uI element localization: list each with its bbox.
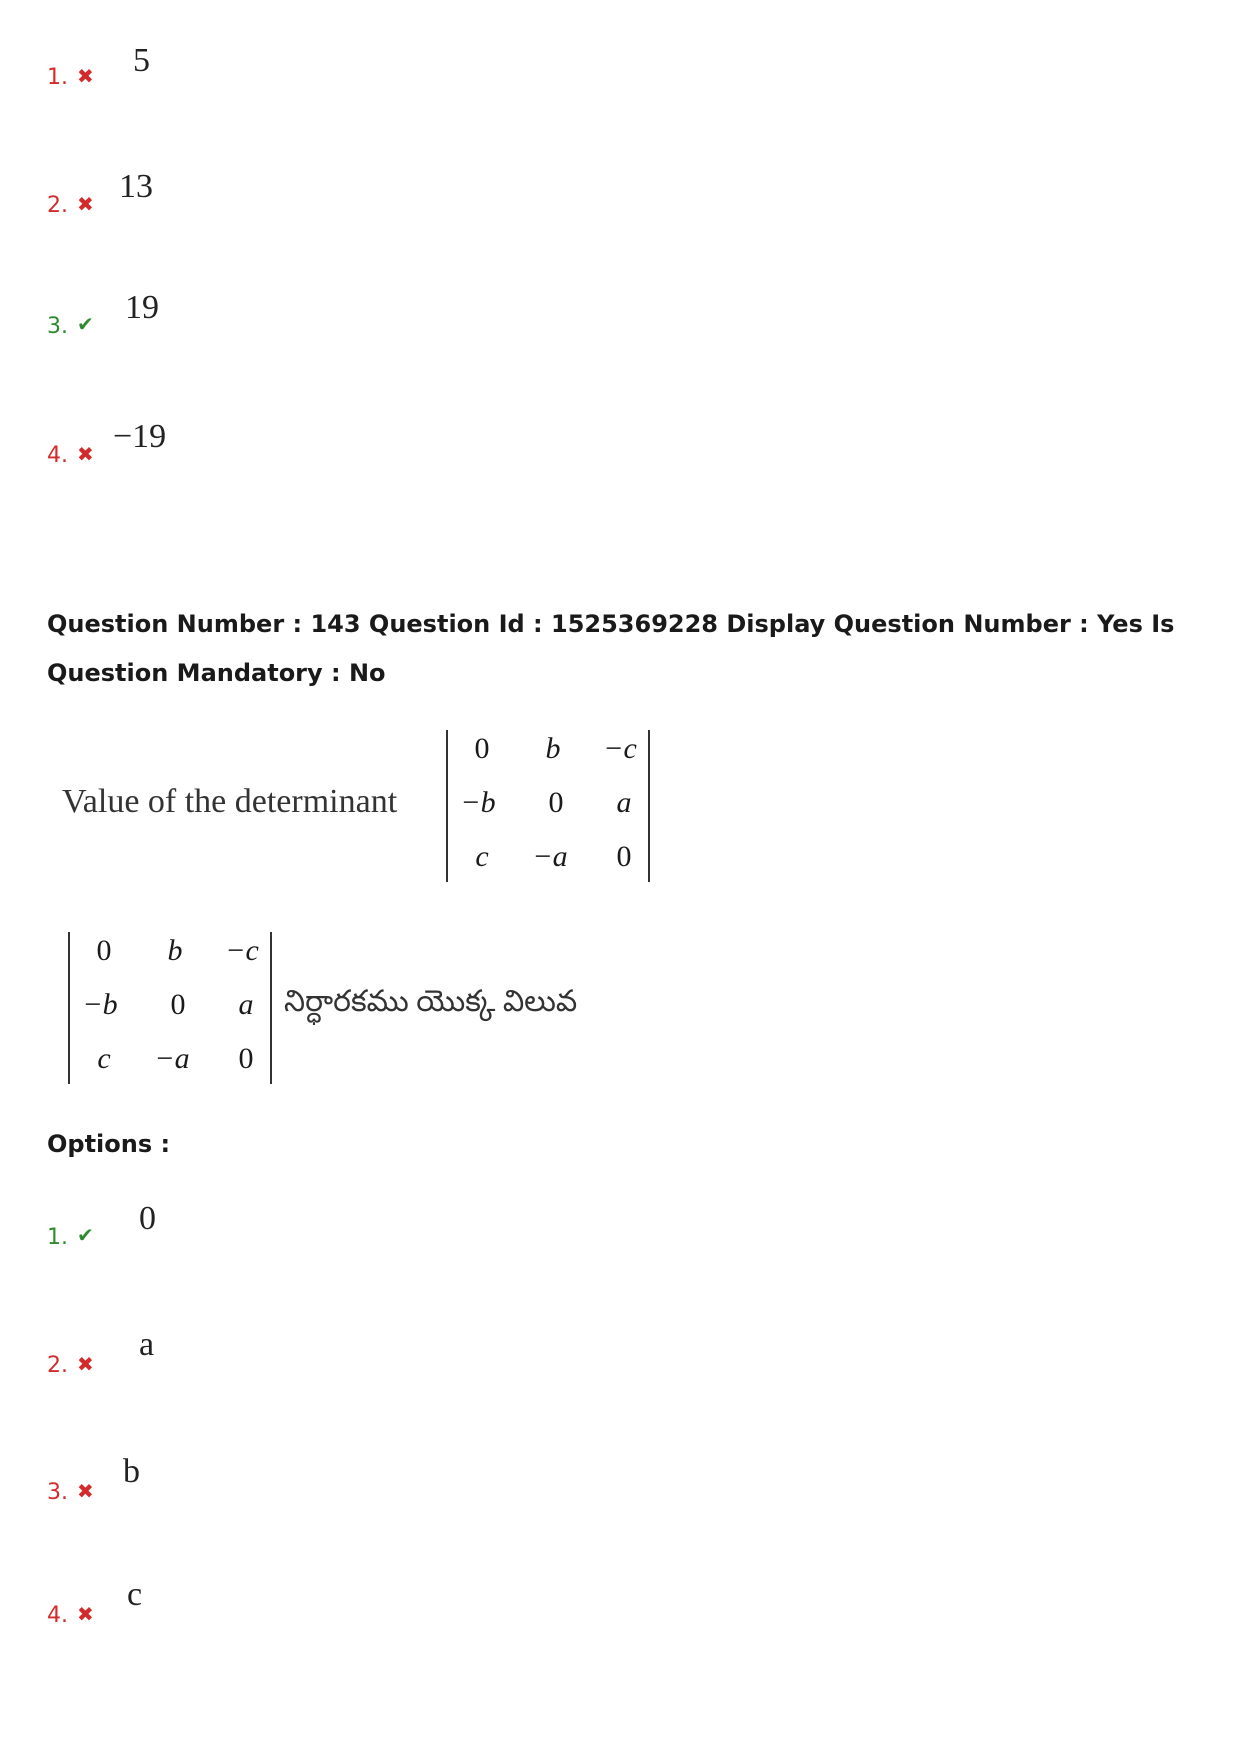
det-cell: 0	[170, 988, 186, 1021]
det-cell: 0	[96, 934, 112, 967]
det-cell: −c	[603, 732, 637, 765]
cross-icon: ✖	[77, 64, 94, 88]
det-cell: c	[97, 1042, 111, 1075]
question-english-text: Value of the determinant	[62, 783, 398, 820]
check-icon: ✔	[77, 1223, 94, 1247]
option-value: 0	[139, 1200, 156, 1237]
options-label: Options :	[47, 1130, 171, 1158]
cross-icon: ✖	[77, 1352, 94, 1376]
det-cell: a	[616, 786, 632, 819]
option-value: −19	[113, 418, 167, 455]
det-cell: c	[475, 840, 489, 873]
option-number: 4.	[47, 443, 68, 468]
option-value: c	[127, 1576, 143, 1613]
cross-icon: ✖	[77, 1602, 94, 1626]
determinant-english	[446, 730, 650, 882]
det-cell: a	[238, 988, 254, 1021]
det-cell: 0	[474, 732, 490, 765]
option-value: b	[123, 1453, 140, 1490]
option-value: 5	[133, 42, 150, 79]
det-cell: 0	[616, 840, 632, 873]
cross-icon: ✖	[77, 192, 94, 216]
option-value: 13	[119, 168, 153, 205]
det-cell: b	[545, 732, 561, 765]
option-value: 19	[125, 289, 159, 326]
det-cell: 0	[548, 786, 564, 819]
option-number: 3.	[47, 314, 68, 339]
option-number: 4.	[47, 1603, 68, 1628]
det-cell: −b	[460, 786, 496, 819]
det-cell: −a	[532, 840, 568, 873]
option-number: 3.	[47, 1480, 68, 1505]
cross-icon: ✖	[77, 442, 94, 466]
check-icon: ✔	[77, 312, 94, 336]
option-number: 2.	[47, 193, 68, 218]
question-telugu-text: నిర్ధారకము యొక్క విలువ	[284, 985, 578, 1018]
det-cell: 0	[238, 1042, 254, 1075]
det-cell: −b	[82, 988, 118, 1021]
determinant-telugu	[68, 932, 272, 1084]
option-value: a	[139, 1326, 155, 1363]
det-cell: −c	[225, 934, 259, 967]
option-number: 1.	[47, 1225, 68, 1250]
det-cell: b	[167, 934, 183, 967]
option-number: 1.	[47, 65, 68, 90]
option-number: 2.	[47, 1353, 68, 1378]
cross-icon: ✖	[77, 1479, 94, 1503]
question-meta: Question Number : 143 Question Id : 1525369228 Display Question Number : Yes Is Question Mandatory : No	[47, 610, 1175, 687]
det-cell: −a	[154, 1042, 190, 1075]
